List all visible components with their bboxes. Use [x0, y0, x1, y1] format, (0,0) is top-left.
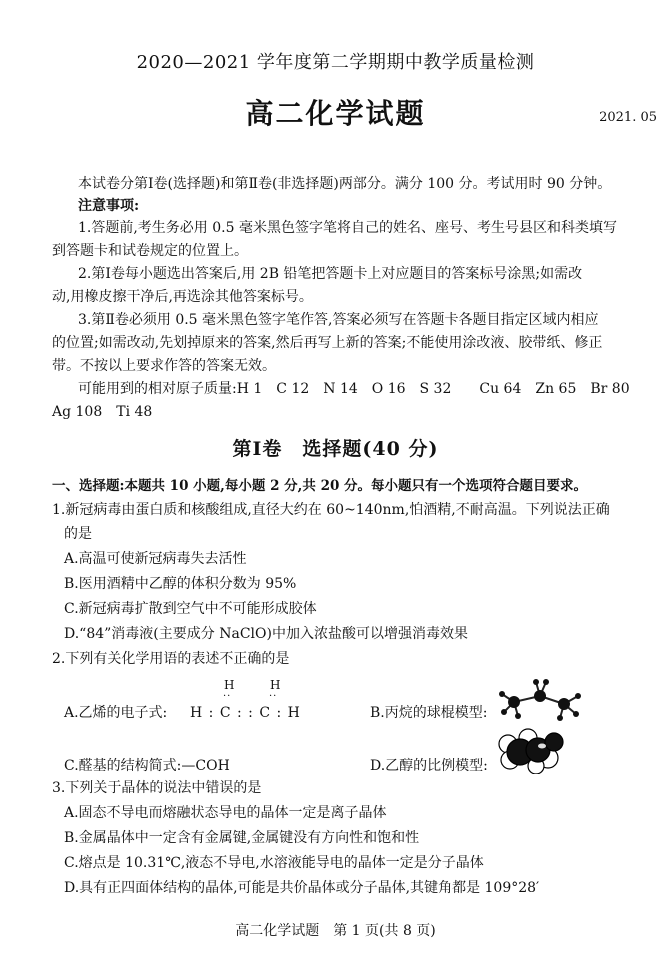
- q2-ethylene-h-top-1: H: [224, 678, 235, 692]
- q2-ethylene-dots-2: ··: [269, 691, 278, 702]
- note-1b: 到答题卡和试卷规定的位置上。: [52, 243, 248, 259]
- ethanol-space-filling-model: [496, 728, 564, 774]
- exam-date: 2021. 05: [599, 110, 657, 125]
- intro-line: 本试卷分第Ⅰ卷(选择题)和第Ⅱ卷(非选择题)两部分。满分 100 分。考试用时 90 分钟。: [78, 176, 612, 192]
- section-instruction: 一、选择题:本题共 10 小题,每小题 2 分,共 20 分。每小题只有一个选项符合题目要求。: [52, 478, 588, 494]
- atomic-masses-b: Ag 108 Ti 48: [52, 404, 153, 420]
- q2-option-a-label: A.乙烯的电子式:: [64, 705, 168, 721]
- notes-title: 注意事项:: [78, 198, 140, 214]
- q1-option-c: C.新冠病毒扩散到空气中不可能形成胶体: [64, 601, 317, 617]
- q2-ethylene-h-top-2: H: [270, 678, 281, 692]
- q2-option-c: C.醛基的结构简式:—COH: [64, 758, 230, 774]
- q1-option-d: D.“84”消毒液(主要成分 NaClO)中加入浓盐酸可以增强消毒效果: [64, 626, 468, 642]
- q2-ethylene-dots-1: ··: [223, 691, 232, 702]
- q1-stem-b: 的是: [64, 526, 92, 542]
- q3-option-b: B.金属晶体中一定含有金属键,金属键没有方向性和饱和性: [64, 830, 420, 846]
- q3-option-a: A.固态不导电而熔融状态导电的晶体一定是离子晶体: [64, 805, 387, 821]
- q2-ethylene-formula: H : C : : C : H: [190, 705, 301, 721]
- q1-option-a: A.高温可使新冠病毒失去活性: [64, 551, 247, 567]
- note-3c: 带。不按以上要求作答的答案无效。: [52, 358, 276, 374]
- note-2b: 动,用橡皮擦干净后,再选涂其他答案标号。: [52, 289, 313, 305]
- q1-stem-a: 1.新冠病毒由蛋白质和核酸组成,直径大约在 60~140nm,怕酒精,不耐高温。下列说法正确: [52, 502, 610, 518]
- section-title: 第Ⅰ卷 选择题(40 分): [232, 438, 439, 460]
- note-2a: 2.第Ⅰ卷每小题选出答案后,用 2B 铅笔把答题卡上对应题目的答案标号涂黑;如需改: [78, 266, 583, 282]
- note-3a: 3.第Ⅱ卷必须用 0.5 毫米黑色签字笔作答,答案必须写在答题卡各题目指定区域内相应: [78, 312, 599, 328]
- q3-option-d: D.具有正四面体结构的晶体,可能是共价晶体或分子晶体,其键角都是 109°28′: [64, 880, 540, 896]
- q2-option-b-label: B.丙烷的球棍模型:: [370, 705, 488, 721]
- q1-option-b: B.医用酒精中乙醇的体积分数为 95%: [64, 576, 297, 592]
- q3-stem: 3.下列关于晶体的说法中错误的是: [52, 780, 262, 796]
- page-footer: 高二化学试题 第 1 页(共 8 页): [235, 923, 436, 939]
- page-title: 高二化学试题: [245, 97, 426, 130]
- q3-option-c: C.熔点是 10.31℃,液态不导电,水溶液能导电的晶体一定是分子晶体: [64, 855, 484, 871]
- atomic-masses-a: 可能用到的相对原子质量:H 1 C 12 N 14 O 16 S 32 Cu 64 Zn 65 Br 80: [78, 381, 630, 397]
- q2-stem: 2.下列有关化学用语的表述不正确的是: [52, 651, 290, 667]
- note-1a: 1.答题前,考生务必用 0.5 毫米黑色签字笔将自己的姓名、座号、考生号县区和科类填写: [78, 220, 617, 236]
- exam-header: 2020—2021 学年度第二学期期中教学质量检测: [136, 52, 535, 73]
- q2-option-d-label: D.乙醇的比例模型:: [370, 758, 488, 774]
- note-3b: 的位置;如需改动,先划掉原来的答案,然后再写上新的答案;不能使用涂改液、胶带纸、修正: [52, 335, 603, 351]
- propane-ball-stick-model: [494, 676, 584, 724]
